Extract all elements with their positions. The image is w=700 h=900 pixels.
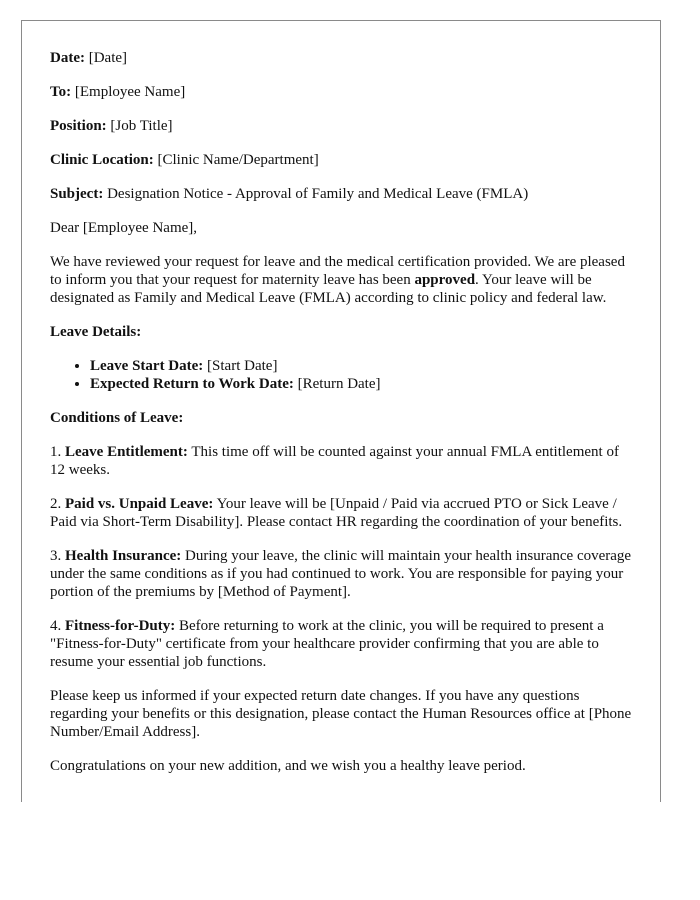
to-line: To: [Employee Name] [50,84,186,100]
final-line: Congratulations on your new addition, and we wish you a healthy leave period. [50,758,526,774]
letter-body [50,49,634,791]
closing-paragraph: Please keep us informed if your expected return date changes. If you have any questions regarding your benefits or this designation, please contact the Human Resources office at [Phone Number/Email Address]. [50,688,632,740]
letter-page [21,20,661,802]
salutation: Dear [Employee Name], [50,220,198,236]
subject-line: Subject: Designation Notice - Approval of Family and Medical Leave (FMLA) [50,186,529,202]
condition-item: 4. Fitness-for-Duty: Before returning to work at the clinic, you will be required to present a "Fitness-for-Duty" certificate from your healthcare provider confirming that you are able to resume your essential job functions. [50,618,604,670]
clinic-location-line: Clinic Location: [Clinic Name/Department] [50,152,319,168]
leave-details-list [50,357,634,393]
intro-paragraph: We have reviewed your request for leave and the medical certification provided. We are pleased to inform you that your request for maternity leave has been approved. Your leave will be designated as Family and Medical Leave (FMLA) according to clinic policy and federal law. [50,254,625,306]
conditions-heading: Conditions of Leave: [50,410,184,426]
leave-details-heading: Leave Details: [50,324,142,340]
condition-item: 3. Health Insurance: During your leave, the clinic will maintain your health insurance coverage under the same conditions as if you had continued to work. You are responsible for paying your portion of the premiums by [Method of Payment]. [50,548,632,600]
condition-item: 1. Leave Entitlement: This time off will be counted against your annual FMLA entitlement of 12 weeks. [50,444,619,478]
leave-start-item: • Leave Start Date: [Start Date] [90,357,634,375]
date-line: Date: [Date] [50,50,128,66]
return-date-item: • Expected Return to Work Date: [Return Date] [90,375,634,393]
position-line: Position: [Job Title] [50,118,173,134]
condition-item: 2. Paid vs. Unpaid Leave: Your leave will be [Unpaid / Paid via accrued PTO or Sick Leave / Paid via Short-Term Disability]. Please contact HR regarding the coordination of your benefits. [50,496,623,530]
